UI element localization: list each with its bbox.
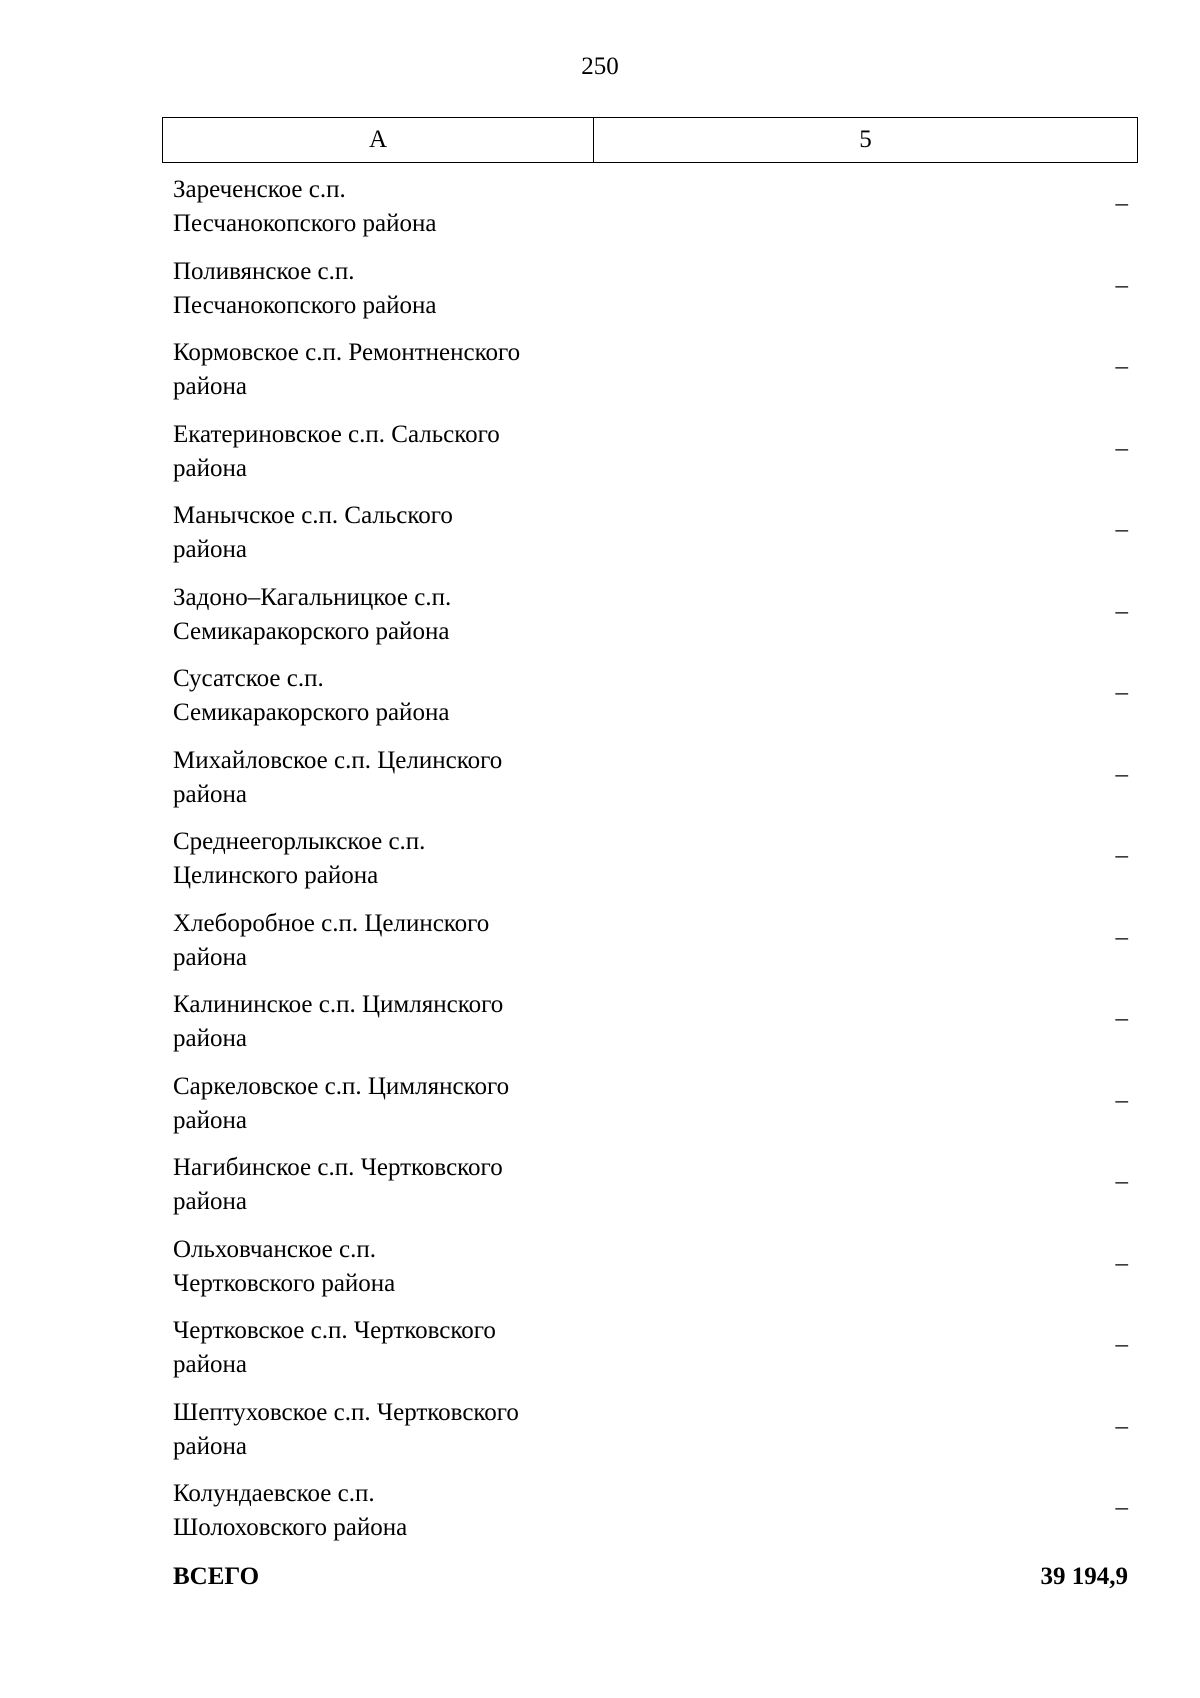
row-name-line1: Поливянское с.п. bbox=[173, 257, 355, 285]
total-row bbox=[162, 1555, 1138, 1599]
row-name bbox=[162, 167, 592, 241]
row-value: – bbox=[1115, 923, 1128, 951]
row-name bbox=[162, 819, 592, 893]
row-value: – bbox=[1115, 1249, 1128, 1277]
row-value: – bbox=[1115, 1005, 1128, 1032]
header-cell-5: 5 bbox=[859, 126, 872, 153]
row-value: – bbox=[1115, 516, 1128, 543]
row-name-line2: района bbox=[173, 536, 247, 563]
row-value: – bbox=[1115, 1331, 1128, 1358]
row-name-line2: Чертковского района bbox=[173, 1269, 396, 1297]
table-row bbox=[162, 738, 1138, 820]
row-name bbox=[162, 412, 592, 486]
row-name bbox=[162, 901, 592, 975]
row-name-line2: района bbox=[173, 1106, 247, 1134]
table-row bbox=[162, 330, 1138, 412]
total-value: 39 194,9 bbox=[1040, 1562, 1128, 1590]
row-name-line2: района bbox=[173, 1351, 247, 1378]
row-name bbox=[162, 982, 592, 1056]
table-header bbox=[162, 117, 1138, 163]
row-value: – bbox=[1115, 1412, 1128, 1440]
row-name bbox=[162, 575, 592, 649]
row-name-line1: Саркеловское с.п. Цимлянского bbox=[173, 1072, 510, 1100]
row-name-line2: Песчанокопского района bbox=[173, 210, 437, 237]
row-value: – bbox=[1115, 1494, 1128, 1521]
row-name bbox=[162, 1308, 592, 1382]
row-name-line2: Шолоховского района bbox=[173, 1514, 408, 1541]
table-row bbox=[162, 575, 1138, 657]
row-name-line1: Сусатское с.п. bbox=[173, 665, 324, 692]
row-name-line2: района bbox=[173, 780, 247, 808]
row-name bbox=[162, 1390, 592, 1464]
row-value: – bbox=[1115, 842, 1128, 869]
row-name-line1: Калининское с.п. Цимлянского bbox=[173, 991, 504, 1018]
row-name bbox=[162, 1145, 592, 1219]
row-name-line1: Кормовское с.п. Ремонтненского bbox=[173, 339, 521, 366]
table-row bbox=[162, 1390, 1138, 1472]
table-row bbox=[162, 249, 1138, 331]
row-name-line2: Песчанокопского района bbox=[173, 291, 437, 319]
table-row bbox=[162, 982, 1138, 1064]
row-value: – bbox=[1115, 353, 1128, 380]
row-name-line1: Михайловское с.п. Целинского bbox=[173, 746, 503, 774]
row-name-line1: Задоно–Кагальницкое с.п. bbox=[173, 583, 452, 611]
total-label: ВСЕГО bbox=[173, 1562, 260, 1590]
table-row bbox=[162, 1227, 1138, 1309]
row-name-line2: Целинского района bbox=[173, 862, 379, 889]
row-name bbox=[162, 1471, 592, 1545]
row-name bbox=[162, 1064, 592, 1138]
table-row bbox=[162, 1064, 1138, 1146]
row-value: – bbox=[1115, 597, 1128, 625]
row-name-line1: Среднеегорлыкское с.п. bbox=[173, 828, 426, 855]
row-value: – bbox=[1115, 1086, 1128, 1114]
row-name-line1: Манычское с.п. Сальского bbox=[173, 502, 453, 529]
table-row bbox=[162, 1145, 1138, 1227]
row-name-line1: Чертковское с.п. Чертковского bbox=[173, 1317, 496, 1344]
row-name-line2: района bbox=[173, 1025, 247, 1052]
row-name-line1: Шептуховское с.п. Чертковского bbox=[173, 1398, 519, 1426]
row-name-line2: района bbox=[173, 1432, 247, 1460]
row-name bbox=[162, 249, 592, 323]
table-row bbox=[162, 1308, 1138, 1390]
row-value: – bbox=[1115, 1168, 1128, 1195]
table-row bbox=[162, 819, 1138, 901]
row-value: – bbox=[1115, 760, 1128, 788]
row-name-line1: Хлеборобное с.п. Целинского bbox=[173, 909, 490, 937]
table-row bbox=[162, 901, 1138, 983]
row-name bbox=[162, 656, 592, 730]
table-row bbox=[162, 412, 1138, 494]
row-value: – bbox=[1115, 271, 1128, 299]
row-name bbox=[162, 493, 592, 567]
row-name-line2: Семикаракорского района bbox=[173, 617, 450, 645]
row-name-line1: Зареченское с.п. bbox=[173, 176, 346, 203]
table-row bbox=[162, 656, 1138, 738]
table-row bbox=[162, 167, 1138, 249]
data-table bbox=[162, 117, 1138, 1599]
row-value: – bbox=[1115, 434, 1128, 462]
row-name-line1: Екатериновское с.п. Сальского bbox=[173, 420, 500, 448]
page-number: 250 bbox=[581, 53, 619, 80]
row-name-line2: Семикаракорского района bbox=[173, 699, 450, 726]
header-cell-a: А bbox=[163, 118, 594, 162]
row-name-line2: района bbox=[173, 1188, 247, 1215]
row-name-line2: района bbox=[173, 454, 247, 482]
row-value: – bbox=[1115, 190, 1128, 217]
row-name-line2: района bbox=[173, 373, 247, 400]
row-name bbox=[162, 330, 592, 404]
table-row bbox=[162, 1471, 1138, 1553]
row-value: – bbox=[1115, 679, 1128, 706]
row-name-line1: Нагибинское с.п. Чертковского bbox=[173, 1154, 503, 1181]
row-name-line1: Колундаевское с.п. bbox=[173, 1480, 375, 1507]
row-name bbox=[162, 1227, 592, 1301]
row-name-line1: Ольховчанское с.п. bbox=[173, 1235, 376, 1263]
row-name-line2: района bbox=[173, 943, 247, 971]
row-name bbox=[162, 738, 592, 812]
table-row bbox=[162, 493, 1138, 575]
table-body bbox=[162, 167, 1138, 1553]
